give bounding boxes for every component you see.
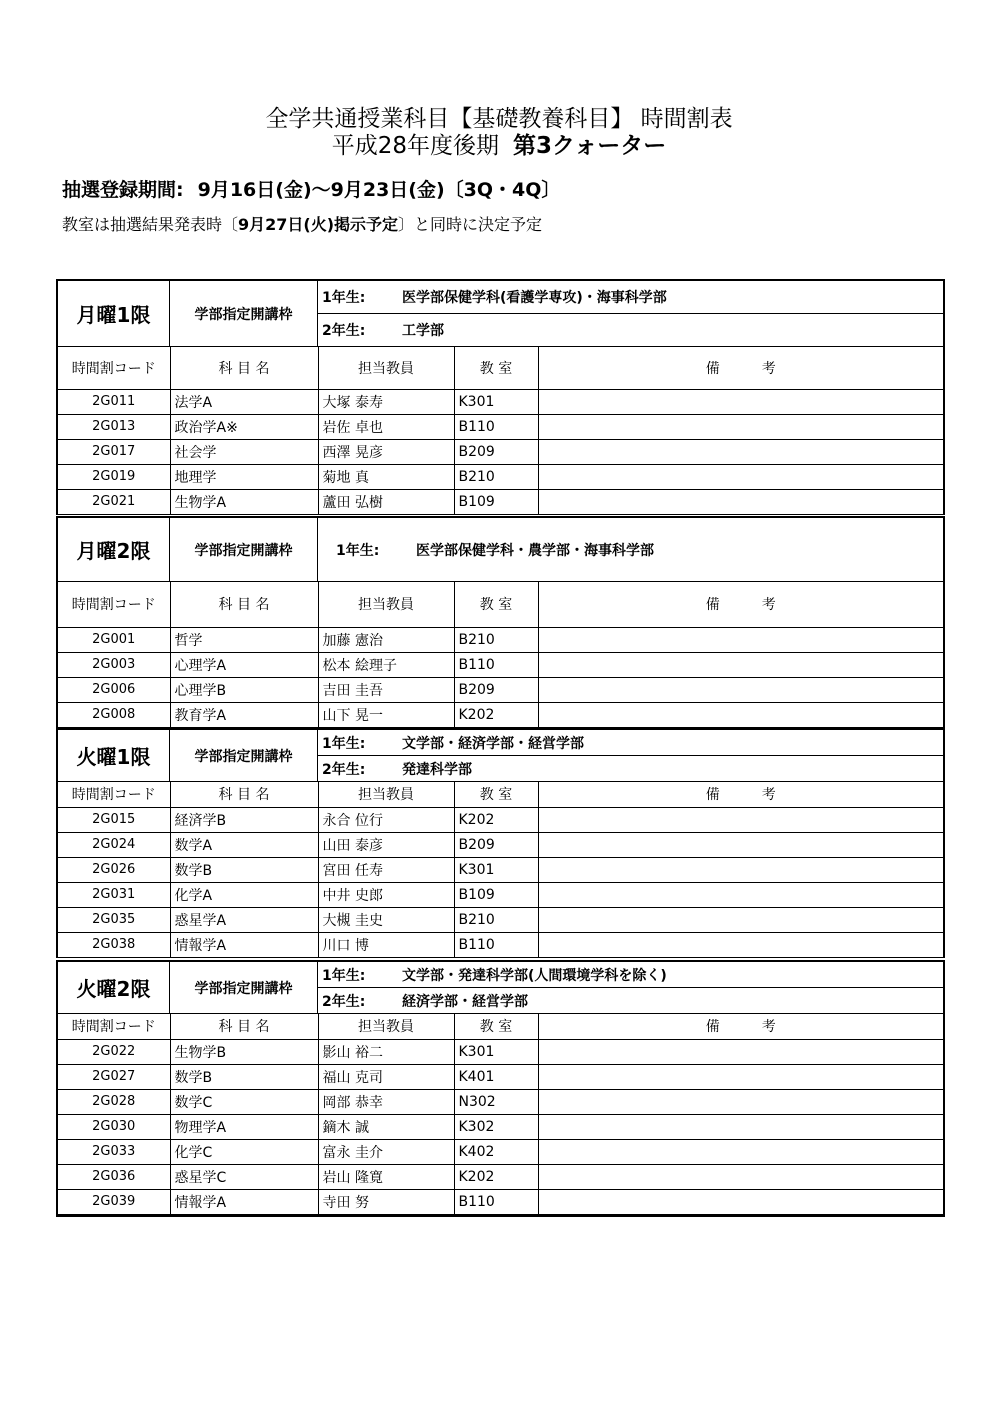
classroom-note xyxy=(62,212,542,238)
course-teacher: 松本 絵理子 xyxy=(318,652,454,677)
target-depts: 医学部保健学科(看護学専攻)・海事科学部 xyxy=(402,290,667,306)
course-remarks xyxy=(538,932,943,957)
course-room: K202 xyxy=(454,1164,538,1189)
target-depts: 工学部 xyxy=(402,323,444,339)
course-teacher: 影山 裕二 xyxy=(318,1039,454,1064)
target-row xyxy=(318,281,943,314)
course-code: 2G027 xyxy=(58,1064,170,1089)
course-remarks xyxy=(538,1064,943,1089)
course-teacher: 川口 博 xyxy=(318,932,454,957)
col-subject: 科 目 名 xyxy=(170,582,318,627)
target-depts: 文学部・経済学部・経営学部 xyxy=(402,735,584,752)
col-teacher: 担当教員 xyxy=(318,782,454,807)
target-depts: 医学部保健学科・農学部・海事科学部 xyxy=(416,542,654,559)
course-remarks xyxy=(538,1039,943,1064)
course-subject: 哲学 xyxy=(170,627,318,652)
period-slot: 月曜1限 xyxy=(58,281,170,346)
table-row xyxy=(58,1039,943,1064)
course-subject: 社会学 xyxy=(170,439,318,464)
table-row xyxy=(58,439,943,464)
col-remarks: 備 考 xyxy=(538,1014,943,1039)
course-remarks xyxy=(538,832,943,857)
table-row xyxy=(58,932,943,957)
course-teacher: 山下 晃一 xyxy=(318,702,454,727)
target-year: 2年生: xyxy=(322,993,366,1010)
lottery-label: 抽選登録期間: xyxy=(62,179,184,201)
target-year: 1年生: xyxy=(322,735,366,752)
course-subject: 物理学A xyxy=(170,1114,318,1139)
course-code: 2G011 xyxy=(58,389,170,414)
course-subject: 情報学A xyxy=(170,932,318,957)
col-room: 教 室 xyxy=(454,1014,538,1039)
table-row xyxy=(58,1089,943,1114)
course-teacher: 岩山 隆寛 xyxy=(318,1164,454,1189)
course-remarks xyxy=(538,702,943,727)
course-subject: 数学A xyxy=(170,832,318,857)
target-row xyxy=(318,730,943,756)
course-subject: 数学B xyxy=(170,857,318,882)
course-teacher: 永合 位行 xyxy=(318,807,454,832)
frame-kind: 学部指定開講枠 xyxy=(170,962,318,1013)
course-teacher: 福山 克司 xyxy=(318,1064,454,1089)
course-code: 2G038 xyxy=(58,932,170,957)
table-row xyxy=(58,857,943,882)
block-header xyxy=(58,281,943,347)
course-code: 2G039 xyxy=(58,1189,170,1214)
column-header-row xyxy=(58,582,943,627)
course-room: K302 xyxy=(454,1114,538,1139)
course-teacher: 中井 史郎 xyxy=(318,882,454,907)
table-row xyxy=(58,1139,943,1164)
course-code: 2G003 xyxy=(58,652,170,677)
course-code: 2G017 xyxy=(58,439,170,464)
course-room: B109 xyxy=(454,882,538,907)
course-remarks xyxy=(538,464,943,489)
course-room: B210 xyxy=(454,627,538,652)
course-subject: 法学A xyxy=(170,389,318,414)
course-code: 2G015 xyxy=(58,807,170,832)
course-room: K301 xyxy=(454,857,538,882)
course-room: B110 xyxy=(454,932,538,957)
course-subject: 教育学A xyxy=(170,702,318,727)
course-code: 2G028 xyxy=(58,1089,170,1114)
course-subject: 情報学A xyxy=(170,1189,318,1214)
course-remarks xyxy=(538,627,943,652)
course-remarks xyxy=(538,677,943,702)
block-header xyxy=(58,962,943,1014)
course-room: B209 xyxy=(454,832,538,857)
target-row xyxy=(318,314,943,346)
target-year: 1年生: xyxy=(336,542,380,559)
target-year: 2年生: xyxy=(322,761,366,778)
course-teacher: 菊地 真 xyxy=(318,464,454,489)
table-row xyxy=(58,627,943,652)
course-room: B109 xyxy=(454,489,538,514)
course-subject: 地理学 xyxy=(170,464,318,489)
table-row xyxy=(58,1164,943,1189)
period-slot: 火曜1限 xyxy=(58,730,170,781)
term-label: 平成28年度後期 xyxy=(331,133,499,159)
course-teacher: 吉田 圭吾 xyxy=(318,677,454,702)
period-slot: 月曜2限 xyxy=(58,518,170,581)
document-subtitle xyxy=(0,131,998,161)
course-teacher: 西澤 晃彦 xyxy=(318,439,454,464)
col-room: 教 室 xyxy=(454,582,538,627)
course-teacher: 岩佐 卓也 xyxy=(318,414,454,439)
timetable-block-tue-2 xyxy=(56,960,945,1217)
timetable-block-tue-1 xyxy=(56,728,945,958)
course-subject: 心理学B xyxy=(170,677,318,702)
course-remarks xyxy=(538,1114,943,1139)
course-room: K402 xyxy=(454,1139,538,1164)
document-title: 全学共通授業科目【基礎教養科目】 時間割表 xyxy=(265,106,733,132)
course-subject: 数学C xyxy=(170,1089,318,1114)
course-code: 2G013 xyxy=(58,414,170,439)
course-code: 2G026 xyxy=(58,857,170,882)
target-row xyxy=(318,962,943,988)
course-code: 2G024 xyxy=(58,832,170,857)
course-room: B110 xyxy=(454,414,538,439)
course-code: 2G031 xyxy=(58,882,170,907)
course-room: B110 xyxy=(454,1189,538,1214)
course-table xyxy=(58,347,943,515)
col-remarks: 備 考 xyxy=(538,347,943,389)
course-subject: 心理学A xyxy=(170,652,318,677)
course-code: 2G006 xyxy=(58,677,170,702)
table-row xyxy=(58,832,943,857)
target-students xyxy=(318,962,943,1013)
course-room: B209 xyxy=(454,677,538,702)
col-code: 時間割コード xyxy=(58,782,170,807)
table-row xyxy=(58,389,943,414)
col-code: 時間割コード xyxy=(58,347,170,389)
target-students xyxy=(318,281,943,346)
column-header-row xyxy=(58,782,943,807)
table-row xyxy=(58,464,943,489)
course-subject: 数学B xyxy=(170,1064,318,1089)
target-depts: 文学部・発達科学部(人間環境学科を除く) xyxy=(402,967,667,984)
course-subject: 惑星学A xyxy=(170,907,318,932)
target-year: 1年生: xyxy=(322,290,366,306)
timetable-block-mon-1 xyxy=(56,279,945,515)
course-remarks xyxy=(538,489,943,514)
col-teacher: 担当教員 xyxy=(318,347,454,389)
course-table xyxy=(58,782,943,958)
block-header xyxy=(58,730,943,782)
table-row xyxy=(58,489,943,514)
course-code: 2G035 xyxy=(58,907,170,932)
col-subject: 科 目 名 xyxy=(170,782,318,807)
timetable-block-mon-2 xyxy=(56,516,945,728)
course-remarks xyxy=(538,1089,943,1114)
course-code: 2G033 xyxy=(58,1139,170,1164)
course-room: K401 xyxy=(454,1064,538,1089)
target-students xyxy=(318,730,943,781)
course-room: B110 xyxy=(454,652,538,677)
course-remarks xyxy=(538,414,943,439)
course-remarks xyxy=(538,389,943,414)
course-room: B209 xyxy=(454,439,538,464)
course-remarks xyxy=(538,882,943,907)
course-remarks xyxy=(538,907,943,932)
course-teacher: 富永 圭介 xyxy=(318,1139,454,1164)
note-bold: 9月27日(火)掲示予定 xyxy=(238,215,399,234)
lottery-dates: 9月16日(金)～9月23日(金)〔3Q・4Q〕 xyxy=(197,179,561,201)
note-before: 教室は抽選結果発表時〔 xyxy=(62,215,239,234)
course-room: K301 xyxy=(454,1039,538,1064)
note-after: 〕と同時に決定予定 xyxy=(398,215,543,234)
course-room: K202 xyxy=(454,702,538,727)
table-row xyxy=(58,414,943,439)
course-remarks xyxy=(538,857,943,882)
target-year: 2年生: xyxy=(322,323,366,339)
table-row xyxy=(58,652,943,677)
course-teacher: 大塚 泰寿 xyxy=(318,389,454,414)
course-remarks xyxy=(538,1139,943,1164)
course-code: 2G021 xyxy=(58,489,170,514)
column-header-row xyxy=(58,347,943,389)
course-code: 2G001 xyxy=(58,627,170,652)
table-row xyxy=(58,882,943,907)
col-code: 時間割コード xyxy=(58,1014,170,1039)
col-room: 教 室 xyxy=(454,347,538,389)
course-teacher: 宮田 任寿 xyxy=(318,857,454,882)
col-teacher: 担当教員 xyxy=(318,582,454,627)
target-year: 1年生: xyxy=(322,967,366,984)
course-remarks xyxy=(538,439,943,464)
course-subject: 経済学B xyxy=(170,807,318,832)
course-subject: 生物学B xyxy=(170,1039,318,1064)
course-room: K202 xyxy=(454,807,538,832)
course-subject: 生物学A xyxy=(170,489,318,514)
course-subject: 化学A xyxy=(170,882,318,907)
target-students xyxy=(318,518,943,581)
block-header xyxy=(58,518,943,582)
table-row xyxy=(58,702,943,727)
frame-kind: 学部指定開講枠 xyxy=(170,730,318,781)
col-room: 教 室 xyxy=(454,782,538,807)
course-room: B210 xyxy=(454,907,538,932)
target-row xyxy=(318,756,943,781)
frame-kind: 学部指定開講枠 xyxy=(170,518,318,581)
frame-kind: 学部指定開講枠 xyxy=(170,281,318,346)
col-subject: 科 目 名 xyxy=(170,1014,318,1039)
table-row xyxy=(58,1189,943,1214)
target-depts: 発達科学部 xyxy=(402,761,472,778)
table-row xyxy=(58,1114,943,1139)
target-row xyxy=(318,518,943,581)
target-row xyxy=(318,988,943,1013)
course-room: B210 xyxy=(454,464,538,489)
course-table xyxy=(58,1014,943,1215)
course-teacher: 寺田 努 xyxy=(318,1189,454,1214)
course-code: 2G036 xyxy=(58,1164,170,1189)
course-room: K301 xyxy=(454,389,538,414)
course-remarks xyxy=(538,807,943,832)
col-remarks: 備 考 xyxy=(538,582,943,627)
table-row xyxy=(58,807,943,832)
col-subject: 科 目 名 xyxy=(170,347,318,389)
course-code: 2G030 xyxy=(58,1114,170,1139)
table-row xyxy=(58,677,943,702)
table-row xyxy=(58,907,943,932)
course-subject: 政治学A※ xyxy=(170,414,318,439)
course-teacher: 岡部 恭幸 xyxy=(318,1089,454,1114)
course-remarks xyxy=(538,1189,943,1214)
col-code: 時間割コード xyxy=(58,582,170,627)
course-code: 2G022 xyxy=(58,1039,170,1064)
column-header-row xyxy=(58,1014,943,1039)
quarter-label: 第3クォーター xyxy=(512,133,667,159)
course-subject: 惑星学C xyxy=(170,1164,318,1189)
course-teacher: 山田 泰彦 xyxy=(318,832,454,857)
course-teacher: 蘆田 弘樹 xyxy=(318,489,454,514)
course-code: 2G019 xyxy=(58,464,170,489)
table-row xyxy=(58,1064,943,1089)
course-teacher: 加藤 憲治 xyxy=(318,627,454,652)
course-remarks xyxy=(538,1164,943,1189)
col-remarks: 備 考 xyxy=(538,782,943,807)
course-teacher: 鏑木 誠 xyxy=(318,1114,454,1139)
col-teacher: 担当教員 xyxy=(318,1014,454,1039)
course-room: N302 xyxy=(454,1089,538,1114)
course-remarks xyxy=(538,652,943,677)
lottery-period xyxy=(62,176,560,204)
course-teacher: 大槻 圭史 xyxy=(318,907,454,932)
course-subject: 化学C xyxy=(170,1139,318,1164)
target-depts: 経済学部・経営学部 xyxy=(402,993,528,1010)
course-table xyxy=(58,582,943,728)
period-slot: 火曜2限 xyxy=(58,962,170,1013)
course-code: 2G008 xyxy=(58,702,170,727)
